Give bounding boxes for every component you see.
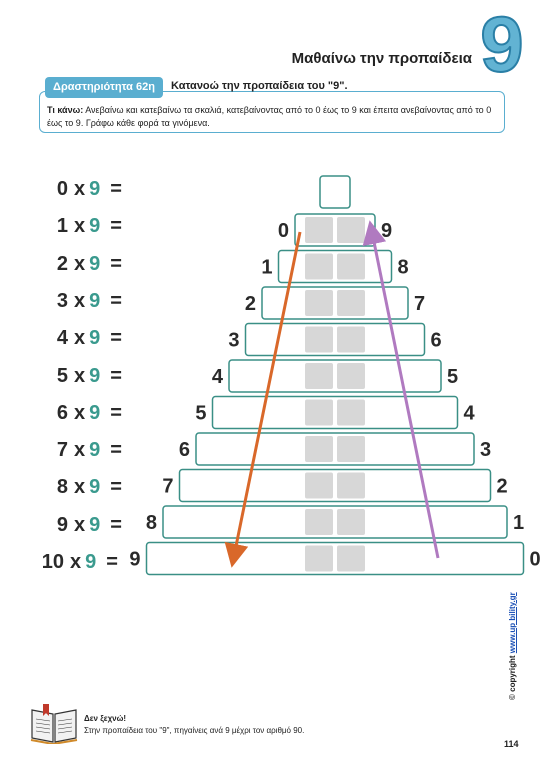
answer-cell-tens[interactable] [305,473,333,499]
multiplier: 1 [56,215,68,238]
right-digit: 5 [447,366,459,388]
answer-cell-tens[interactable] [305,290,333,316]
answer-cell-tens[interactable] [305,400,333,426]
right-digit: 6 [430,329,442,352]
instructions-body: Ανεβαίνω και κατεβαίνω τα σκαλιά, κατεβαίνοντας από το 0 έως το 9 και έπειτα ανεβαίνοντας από το 0 έως το 9. Γράφω κάθε φορά τα γινόμενα. [47,105,492,128]
right-digit: 4 [463,402,475,425]
times-sign: x [74,178,86,200]
times-sign: x [74,364,86,387]
answer-cell-tens[interactable] [305,436,333,462]
left-digit: 7 [162,475,174,498]
answer-cell-tens[interactable] [305,254,333,280]
activity-title: Κατανοώ την προπαίδεια του "9". [171,80,348,92]
reminder-text: Στην προπαίδεια του "9", πηγαίνεις ανά 9 μέχρι τον αριθμό 90. [84,726,305,735]
times-sign: x [74,327,86,350]
chapter-number: 9 [480,0,524,88]
multiplier: 4 [56,327,68,350]
left-digit: 0 [277,220,289,242]
right-digit: 8 [397,256,409,279]
factor-nine: 9 [89,215,101,238]
answer-cell-units[interactable] [337,436,365,462]
left-digit: 6 [178,439,190,461]
equals-sign: = [110,439,122,462]
answer-cell-tens[interactable] [305,327,333,353]
page-title: Μαθαίνω την προπαίδεια [291,50,472,67]
open-book-icon [30,702,78,744]
times-sign: x [74,215,86,238]
left-digit: 3 [228,329,240,352]
left-digit: 9 [129,548,141,571]
answer-cell-units[interactable] [337,363,365,389]
right-digit: 7 [414,293,426,315]
times-sign: x [70,551,82,573]
times-sign: x [74,439,86,462]
answer-cell-tens[interactable] [305,217,333,243]
step-box [196,433,474,465]
equals-sign: = [110,178,122,200]
reminder-title: Δεν ξεχνώ! [84,714,127,723]
times-sign: x [74,289,86,312]
instructions-label: Τι κάνω: [47,105,84,115]
equals-sign: = [110,327,122,350]
answer-cell-tens[interactable] [305,509,333,535]
activity-badge: Δραστηριότητα 62η [45,77,163,98]
answer-cell-units[interactable] [337,546,365,572]
factor-nine: 9 [89,327,101,350]
times-sign: x [74,252,86,275]
answer-cell-units[interactable] [337,254,365,280]
multiplier: 5 [56,364,68,387]
copyright-label: © copyright [508,655,517,700]
multiplier: 9 [56,513,68,536]
answer-box-top[interactable] [320,176,350,208]
equals-sign: = [110,252,122,275]
multiplier: 6 [56,401,68,424]
left-digit: 8 [145,512,157,534]
answer-cell-units[interactable] [337,217,365,243]
step-box [147,543,524,575]
copyright-link[interactable]: www.up bility.gr [508,592,517,654]
right-digit: 2 [496,475,508,498]
answer-cell-units[interactable] [337,400,365,426]
equals-sign: = [110,476,122,499]
step-box [180,470,491,502]
multiplier: 2 [56,252,68,275]
factor-nine: 9 [89,513,101,536]
equals-sign: = [110,289,122,312]
factor-nine: 9 [89,476,101,499]
factor-nine: 9 [89,364,101,387]
factor-nine: 9 [89,252,101,275]
equals-sign: = [106,551,118,573]
multiplier: 8 [56,476,68,499]
equals-sign: = [110,513,122,536]
answer-cell-units[interactable] [337,509,365,535]
step-box [163,506,507,538]
step-box [229,360,441,392]
times-sign: x [74,401,86,424]
multiplier: 0 [56,178,68,200]
factor-nine: 9 [89,178,101,200]
answer-cell-units[interactable] [337,327,365,353]
page-number: 114 [504,739,519,749]
left-digit: 2 [244,293,256,315]
answer-cell-tens[interactable] [305,546,333,572]
right-digit: 9 [381,220,393,242]
right-digit: 3 [480,439,492,461]
answer-cell-units[interactable] [337,290,365,316]
answer-cell-tens[interactable] [305,363,333,389]
equals-sign: = [110,364,122,387]
factor-nine: 9 [89,401,101,424]
times-sign: x [74,513,86,536]
factor-nine: 9 [85,551,97,573]
multiplier: 3 [56,289,68,312]
left-digit: 4 [211,366,223,388]
answer-cell-units[interactable] [337,473,365,499]
left-digit: 1 [261,256,273,279]
copyright [508,592,517,700]
right-digit: 1 [513,512,525,534]
factor-nine: 9 [89,439,101,462]
times-sign: x [74,476,86,499]
left-digit: 5 [195,402,207,425]
equals-sign: = [110,401,122,424]
step-box [213,397,458,429]
equals-sign: = [110,215,122,238]
factor-nine: 9 [89,289,101,312]
right-digit: 0 [529,548,541,571]
step-box [246,324,425,356]
multiplier: 10 [41,551,64,573]
multiplier: 7 [56,439,68,462]
